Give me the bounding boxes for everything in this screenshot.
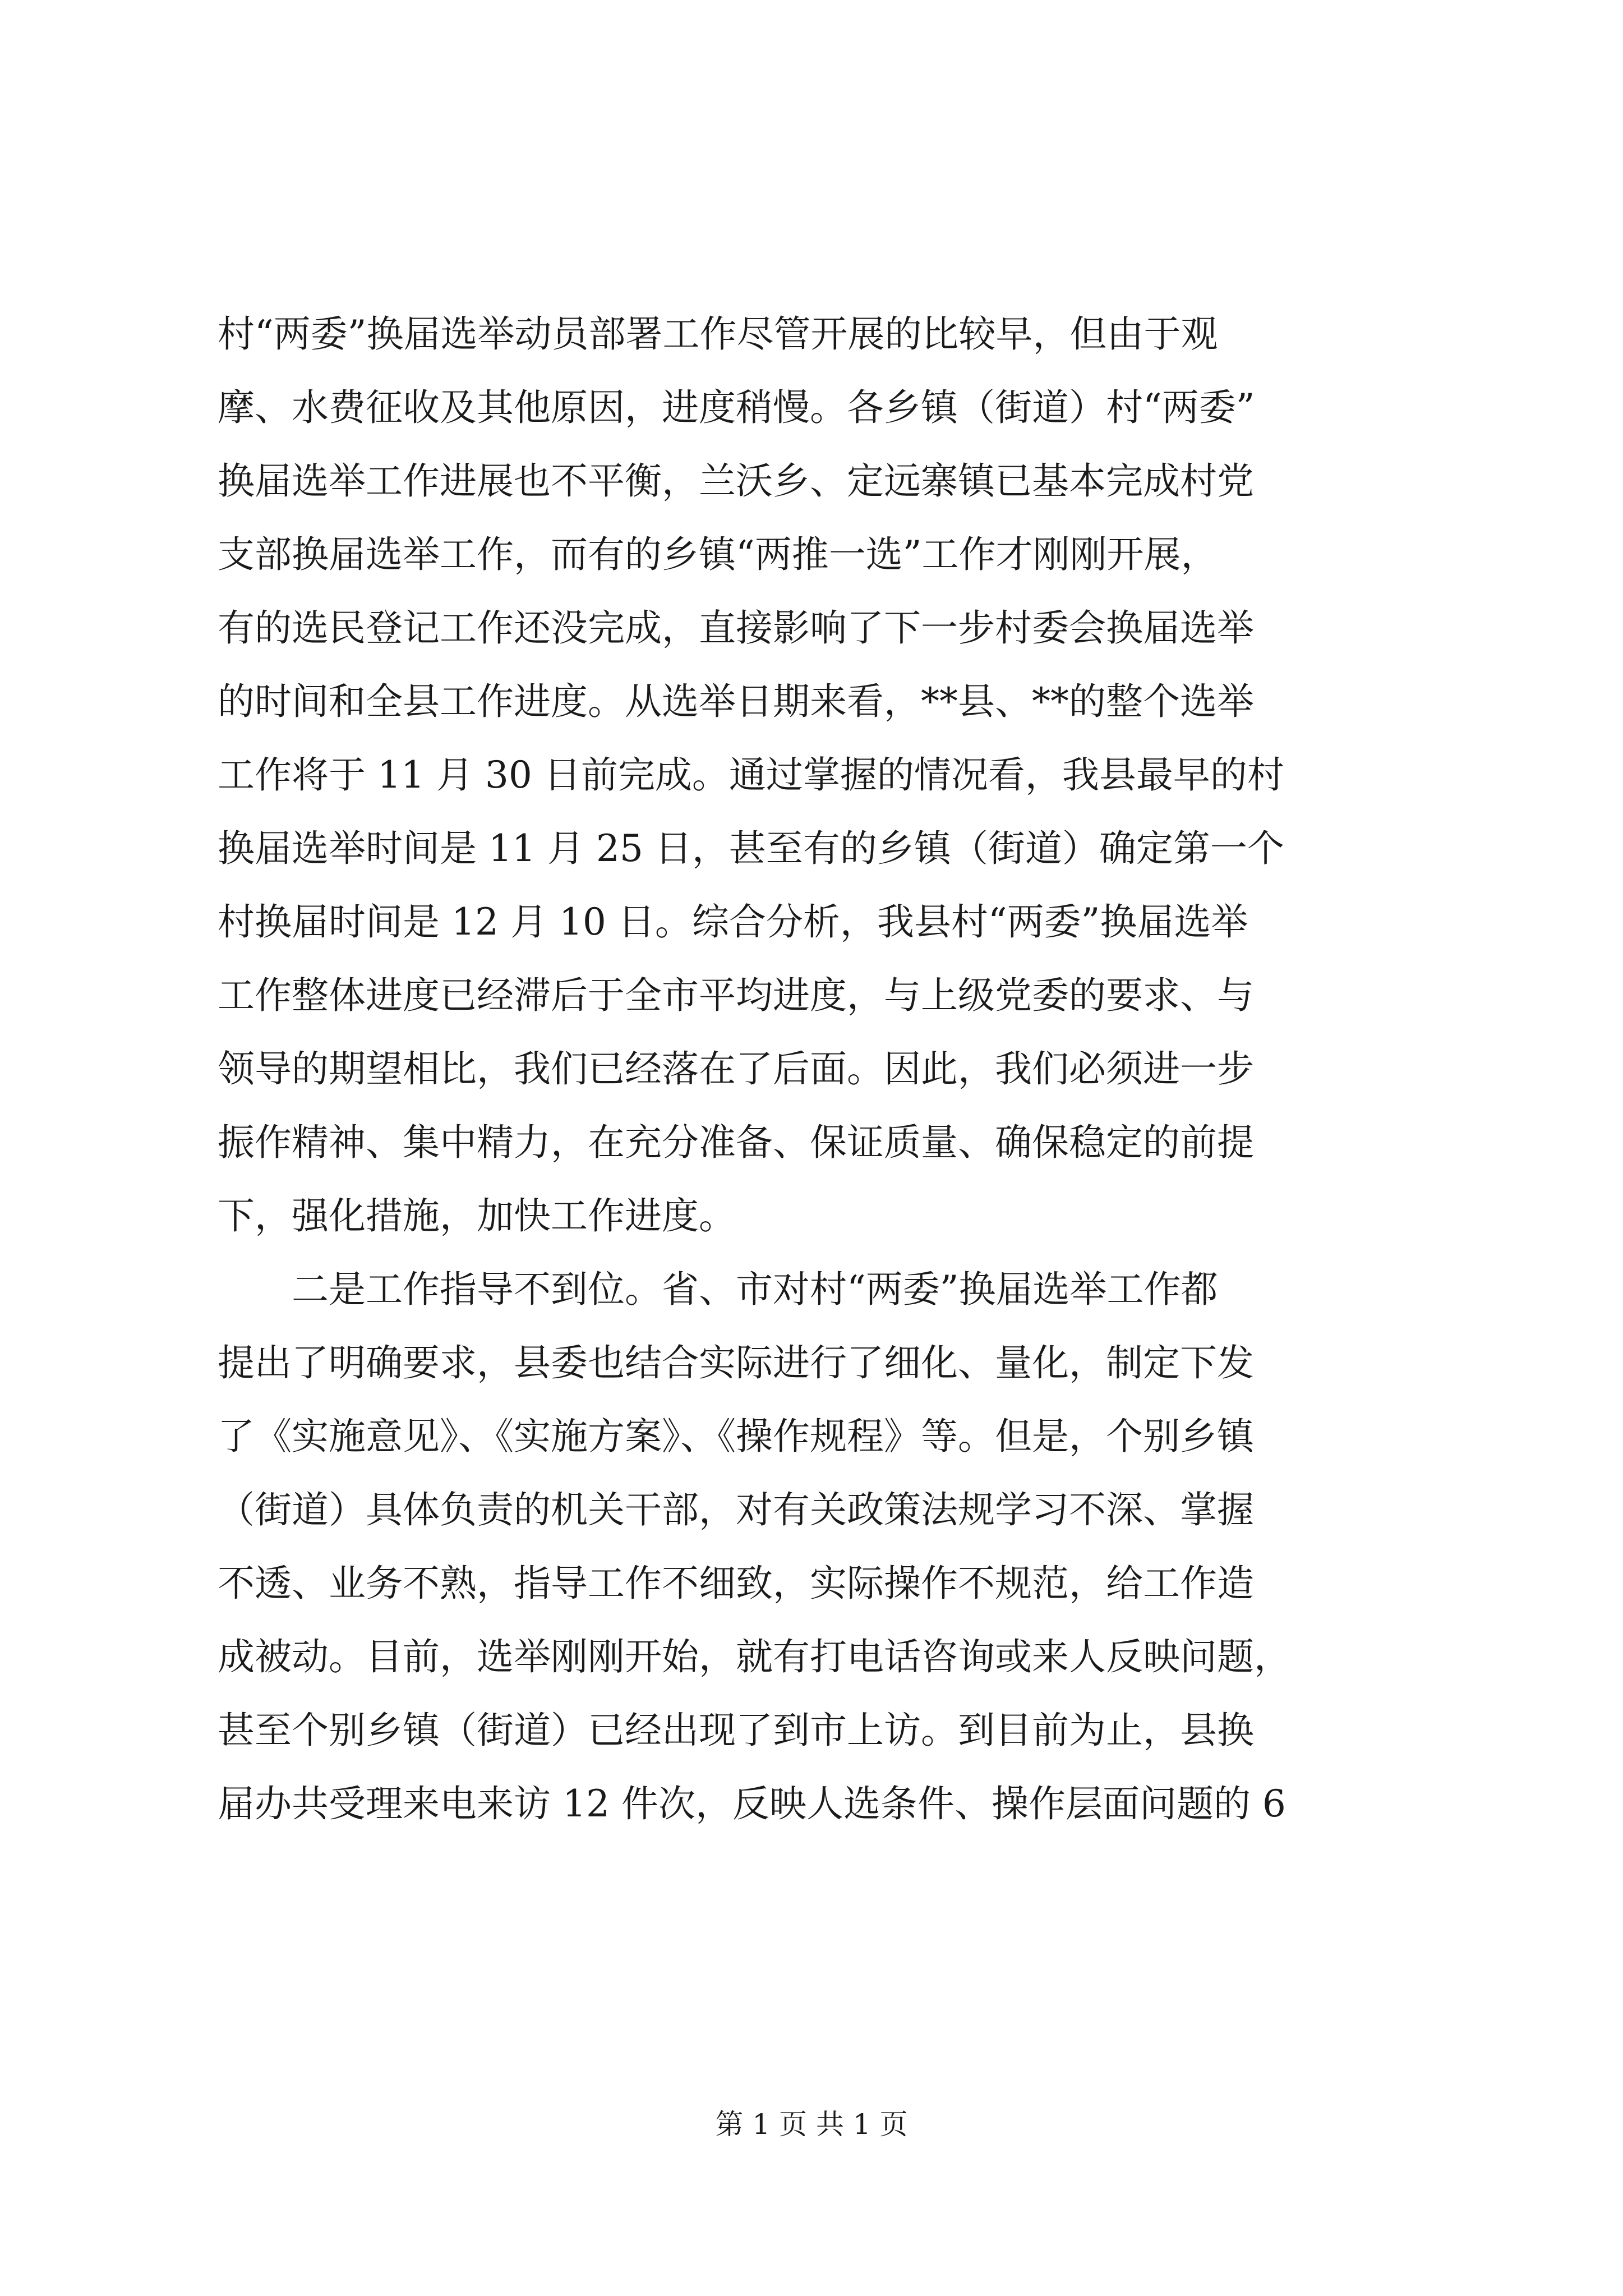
document-body [218,297,1423,1841]
text-line: 村“两委”换届选举动员部署工作尽管开展的比较早，但由于观 [218,312,1218,356]
text-line: 换届选举工作进展也不平衡，兰沃乡、定远寨镇已基本完成村党 [218,459,1254,503]
text-line: 的时间和全县工作进度。从选举日期来看，**县、**的整个选举 [218,680,1254,723]
text-line: （街道）具体负责的机关干部，对有关政策法规学习不深、掌握 [218,1488,1254,1531]
text-line: 二是工作指导不到位。省、市对村“两委”换届选举工作都 [218,1268,1218,1311]
text-line: 有的选民登记工作还没完成，直接影响了下一步村委会换届选举 [218,606,1254,650]
text-line: 村换届时间是 12 月 10 日。综合分析，我县村“两委”换届选举 [218,900,1248,944]
text-line: 工作整体进度已经滞后于全市平均进度，与上级党委的要求、与 [218,974,1254,1017]
text-line: 工作将于 11 月 30 日前完成。通过掌握的情况看，我县最早的村 [218,753,1284,797]
text-line: 摩、水费征收及其他原因，进度稍慢。各乡镇（街道）村“两委” [218,386,1255,429]
text-line: 了《实施意见》、《实施方案》、《操作规程》等。但是，个别乡镇 [218,1415,1254,1458]
text-line: 振作精神、集中精力，在充分准备、保证质量、确保稳定的前提 [218,1121,1254,1164]
text-line: 甚至个别乡镇（街道）已经出现了到市上访。到目前为止，县换 [218,1709,1254,1752]
text-line: 提出了明确要求，县委也结合实际进行了细化、量化，制定下发 [218,1341,1254,1384]
text-line: 下，强化措施，加快工作进度。 [218,1194,736,1237]
text-line: 支部换届选举工作，而有的乡镇“两推一选”工作才刚刚开展， [218,533,1218,576]
text-line: 成被动。目前，选举刚刚开始，就有打电话咨询或来人反映问题， [218,1635,1291,1678]
text-line: 不透、业务不熟，指导工作不细致，实际操作不规范，给工作造 [218,1562,1254,1605]
text-line: 届办共受理来电来访 12 件次，反映人选条件、操作层面问题的 6 [218,1782,1286,1825]
text-line: 领导的期望相比，我们已经落在了后面。因此，我们必须进一步 [218,1047,1254,1091]
text-line: 换届选举时间是 11 月 25 日，甚至有的乡镇（街道）确定第一个 [218,827,1284,870]
page-footer: 第 1 页 共 1 页 [715,2108,908,2141]
